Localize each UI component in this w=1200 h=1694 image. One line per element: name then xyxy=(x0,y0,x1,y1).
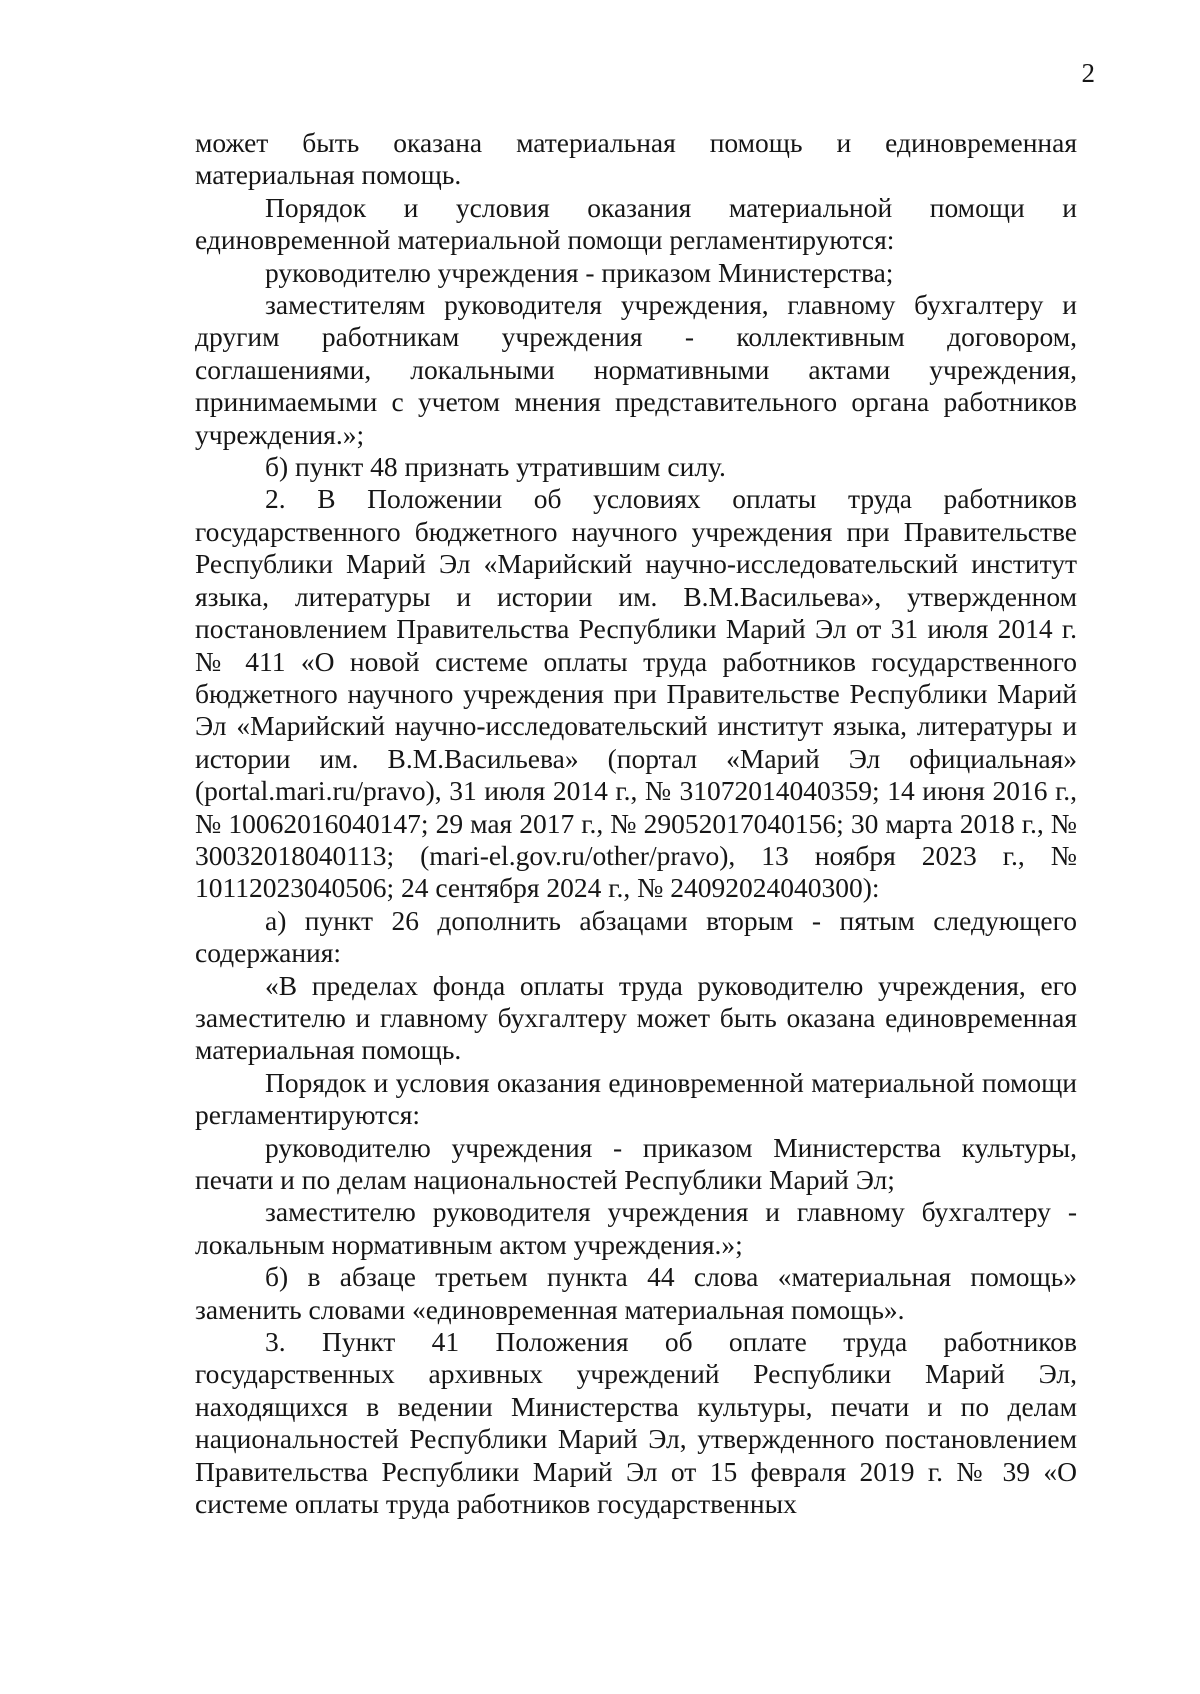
paragraph-section-3: 3. Пункт 41 Положения об оплате труда работников государственных архивных учреждений Республики Марий Эл, находящихся в ведении Министерства культуры, печати и по делам национальностей Республики Марий Эл, утвержденного постановлением Правительства Республики Марий Эл от 15 февраля 2019 г. № 39 «О системе оплаты труда работников государственных xyxy=(195,1326,1077,1520)
paragraph-head-order: руководителю учреждения - приказом Министерства; xyxy=(265,256,894,288)
paragraph-item-48: б) пункт 48 признать утратившим силу. xyxy=(265,451,726,483)
paragraph-quote-start: «В пределах фонда оплаты труда руководителю учреждения, его заместителю и главному бухгалтеру может быть оказана единовременная материальная помощь. xyxy=(195,969,1077,1066)
paragraph-item-44: б) в абзаце третьем пункта 44 слова «материальная помощь» заменить словами «единовременная материальная помощь». xyxy=(195,1261,1077,1325)
document-body xyxy=(195,127,1077,1520)
paragraph-deputies-order: заместителям руководителя учреждения, главному бухгалтеру и другим работникам учреждения - коллективным договором, соглашениями, локальными нормативными актами учреждения, принимаемыми с учетом мнения представительного органа работников учреждения.»; xyxy=(195,289,1077,450)
paragraph-continuation: может быть оказана материальная помощь и единовременная материальная помощь. xyxy=(195,127,1077,191)
paragraph-section-2: 2. В Положении об условиях оплаты труда работников государственного бюджетного научного учреждения при Правительстве Республики Марий Эл «Марийский научно-исследовательский институт языка, литературы и истории им. В.М.Васильева», утвержденном постановлением Правительства Республики Марий Эл от 31 июля 2014 г. № 411 «О новой системе оплаты труда работников государственного бюджетного научного учреждения при Правительстве Республики Марий Эл «Марийский научно-исследовательский институт языка, литературы и истории им. В.М.Васильева» (портал «Марий Эл официальная» (portal.mari.ru/pravo), 31 июля 2014 г., № 31072014040359; 14 июня 2016 г., № 10062016040147; 29 мая 2017 г., № 29052017040156; 30 марта 2018 г., № 30032018040113; (mari-el.gov.ru/other/pravo), 13 ноября 2023 г., № 10112023040506; 24 сентября 2024 г., № 24092024040300): xyxy=(195,483,1077,904)
paragraph-procedure-lump-sum: Порядок и условия оказания единовременной материальной помощи регламентируются: xyxy=(195,1066,1077,1131)
paragraph-procedure-intro: Порядок и условия оказания материальной помощи и единовременной материальной помощи регламентируются: xyxy=(195,191,1077,256)
paragraph-deputy-local-act: заместителю руководителя учреждения и главному бухгалтеру - локальным нормативным актом учреждения.»; xyxy=(195,1196,1077,1260)
page-number: 2 xyxy=(1081,58,1095,88)
paragraph-head-ministry-order: руководителю учреждения - приказом Министерства культуры, печати и по делам национальностей Республики Марий Эл; xyxy=(195,1131,1077,1195)
paragraph-item-26: а) пункт 26 дополнить абзацами вторым - пятым следующего содержания: xyxy=(195,904,1077,969)
